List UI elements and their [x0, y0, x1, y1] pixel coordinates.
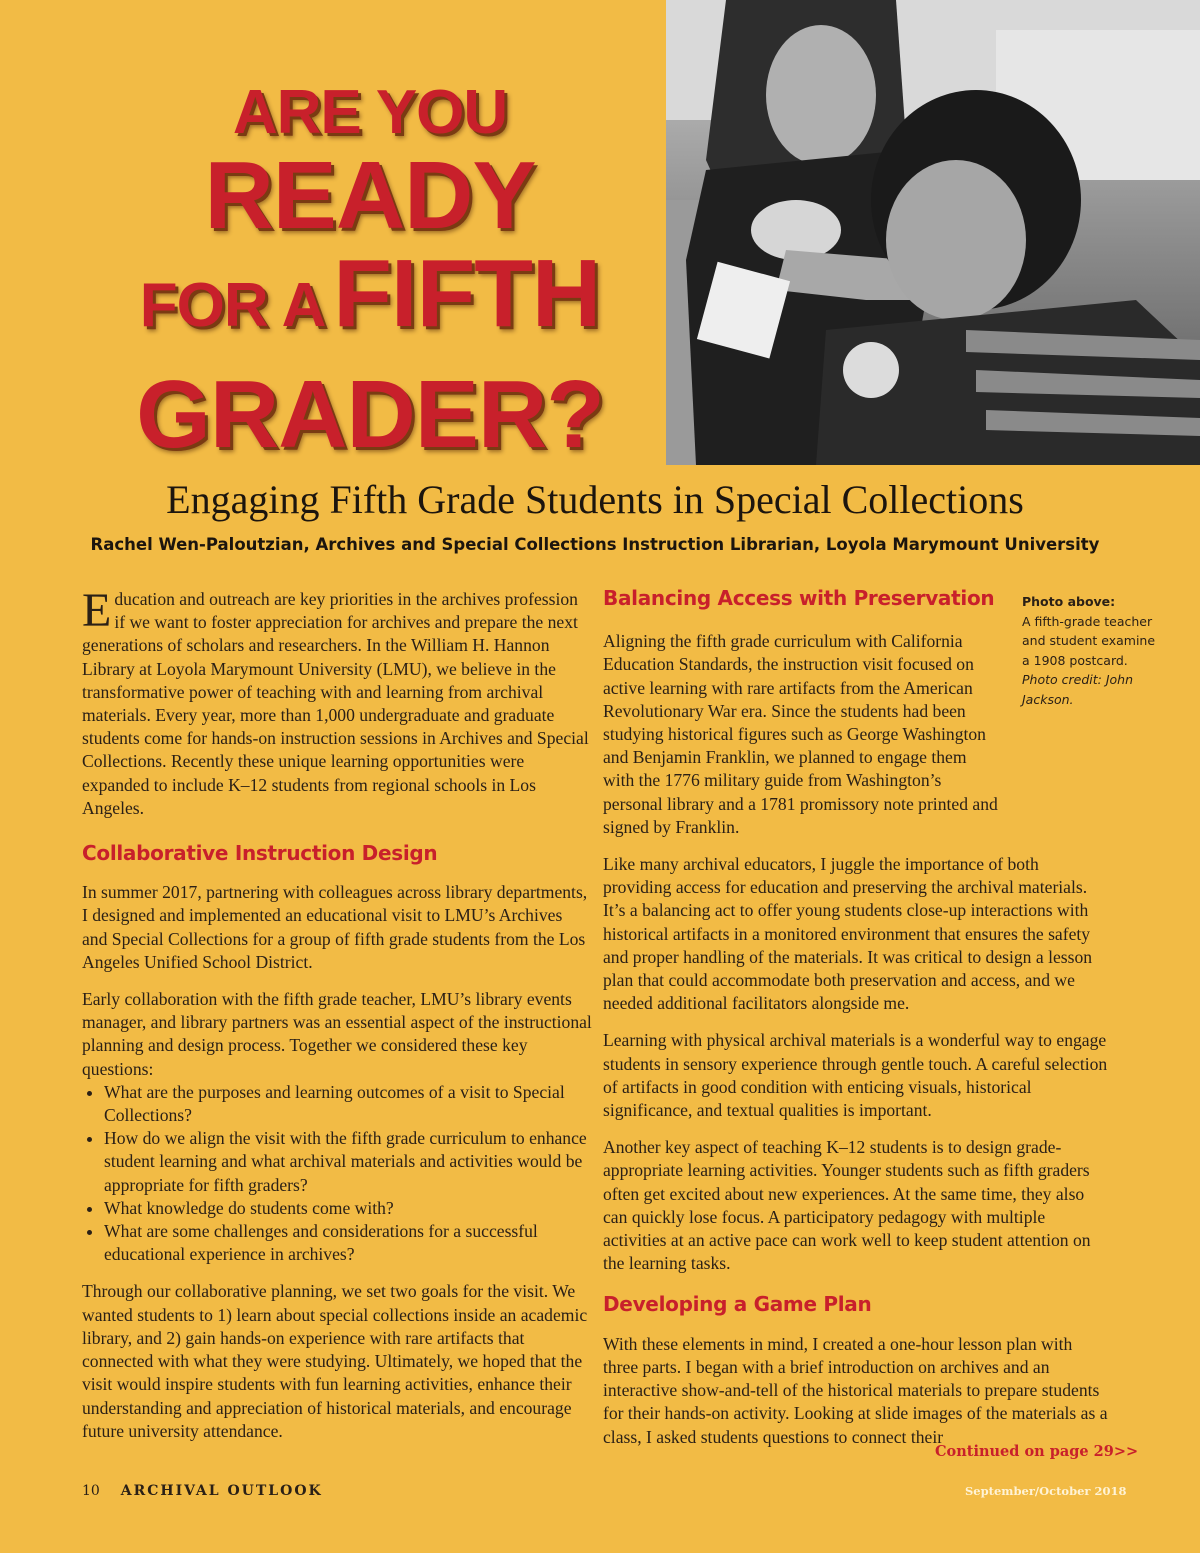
issue-date: September/October 2018: [965, 1484, 1127, 1498]
paragraph: Through our collaborative planning, we set two goals for the visit. We wanted students to 1) learn about special collections inside an academic library, and 2) gain hands-on experience with rare artifacts that connected with what they were studying. Ultimately, we hoped that the visit would inspire students with fun learning activities, enhance their understanding and appreciation of historical materials, and encourage future university attendance.: [82, 1281, 588, 1441]
paragraph: Like many archival educators, I juggle the importance of both providing access for education and preserving the archival materials. It’s a balancing act to offer young students close-up interactions with historical artifacts in a monitored environment that ensures the safety and proper handling of the materials. It was critical to design a lesson plan that could accommodate both preservation and access, and we needed additional facilitators alongside me.: [603, 854, 1093, 1014]
paragraph: With these elements in mind, I created a one-hour lesson plan with three parts. I began with a brief introduction on archives and an interactive show-and-tell of the historical materials to prepare students for their hands-on activity. Looking at slide images of the materials as a class, I asked students questions to connect their: [603, 1333, 1108, 1447]
intro-text: ducation and outreach are key priorities in the archives profession if we want to foster appreciation for archives and prepare the next generations of scholars and researchers. In the William H. Hannon Library at Loyola Marymount University (LMU), we believe in the transformative power of teaching with and learning from archival materials. Every year, more than 1,000 undergraduate and graduate students come for hands-on instruction sessions in Archives and Special Collections. Recently these unique learning opportunities were expanded to include K–12 students from regional schools in Los Angeles.: [82, 589, 589, 818]
article-subtitle: Engaging Fifth Grade Students in Special Collections: [166, 477, 1024, 522]
paragraph: Another key aspect of teaching K–12 students is to design grade-appropriate learning activities. Younger students such as fifth graders often get excited about new experiences. At the same time, they also can quickly lose focus. A participatory pedagogy with multiple activities at an active pace can work well to keep student attention on the learning tasks.: [603, 1137, 1091, 1274]
list-item: • What are some challenges and considerations for a successful educational experience in archives?: [104, 1220, 592, 1266]
headline-line-3a: FOR A: [139, 271, 326, 340]
photo-caption: [1022, 592, 1162, 709]
list-item: • What are the purposes and learning outcomes of a visit to Special Collections?: [104, 1081, 592, 1127]
page-number: 10: [82, 1483, 100, 1499]
headline-line-3b: FIFTH: [333, 240, 601, 347]
continued-link[interactable]: Continued on page 29>>: [935, 1443, 1139, 1460]
section-heading-collaborative: Collaborative Instruction Design: [82, 841, 438, 866]
article-byline: Rachel Wen-Paloutzian, Archives and Special Collections Instruction Librarian, Loyola Marymount University: [90, 535, 1100, 554]
headline-line-4: GRADER?: [136, 361, 604, 468]
paragraph: Learning with physical archival materials is a wonderful way to engage students in sensory experience through gentle touch. A careful selection of artifacts in good condition with enticing visuals, historical significance, and textual qualities is important.: [603, 1030, 1108, 1121]
headline-line-2: READY: [204, 142, 536, 249]
photo-teacher-student: [666, 0, 1200, 465]
paragraph: Early collaboration with the fifth grade teacher, LMU’s library events manager, and library partners was an essential aspect of the instructional planning and design process. Together we considered these key questions:: [82, 989, 592, 1079]
photo-illustration: [666, 0, 1200, 465]
headline-line-3: [80, 240, 660, 365]
section-heading-game-plan: Developing a Game Plan: [603, 1292, 872, 1317]
paragraph: Aligning the fifth grade curriculum with California Education Standards, the instruction visit focused on active learning with rare artifacts from the American Revolutionary War era. Since the students had been studying historical figures such as George Washington and Benjamin Franklin, we planned to engage them with the 1776 military guide from Washington’s personal library and a 1781 promissory note printed and signed by Franklin.: [603, 631, 998, 837]
list-item: • How do we align the visit with the fifth grade curriculum to enhance student learning and what archival materials and activities would be appropriate for fifth graders?: [104, 1127, 592, 1197]
section-heading-balancing: Balancing Access with Preservation: [603, 586, 995, 610]
publication-name: ARCHIVAL OUTLOOK: [120, 1483, 323, 1499]
caption-title: Photo above:: [1022, 594, 1116, 609]
key-questions-list: [82, 1081, 592, 1267]
column-right: [603, 585, 1108, 1463]
footer-left: [82, 1483, 323, 1499]
caption-credit: Photo credit: John Jackson.: [1022, 672, 1134, 707]
intro-paragraph: [82, 584, 592, 820]
headline-line-1: ARE YOU: [232, 78, 508, 147]
column-left: [82, 584, 592, 1457]
list-item: • What knowledge do students come with?: [104, 1197, 592, 1220]
headline: [80, 78, 660, 468]
caption-text: A fifth-grade teacher and student examine a 1908 postcard.: [1022, 613, 1156, 668]
drop-cap: E: [82, 584, 112, 637]
paragraph: In summer 2017, partnering with colleagues across library departments, I designed and implemented an educational visit to LMU’s Archives and Special Collections for a group of fifth grade students from the Los Angeles Unified School District.: [82, 882, 588, 972]
